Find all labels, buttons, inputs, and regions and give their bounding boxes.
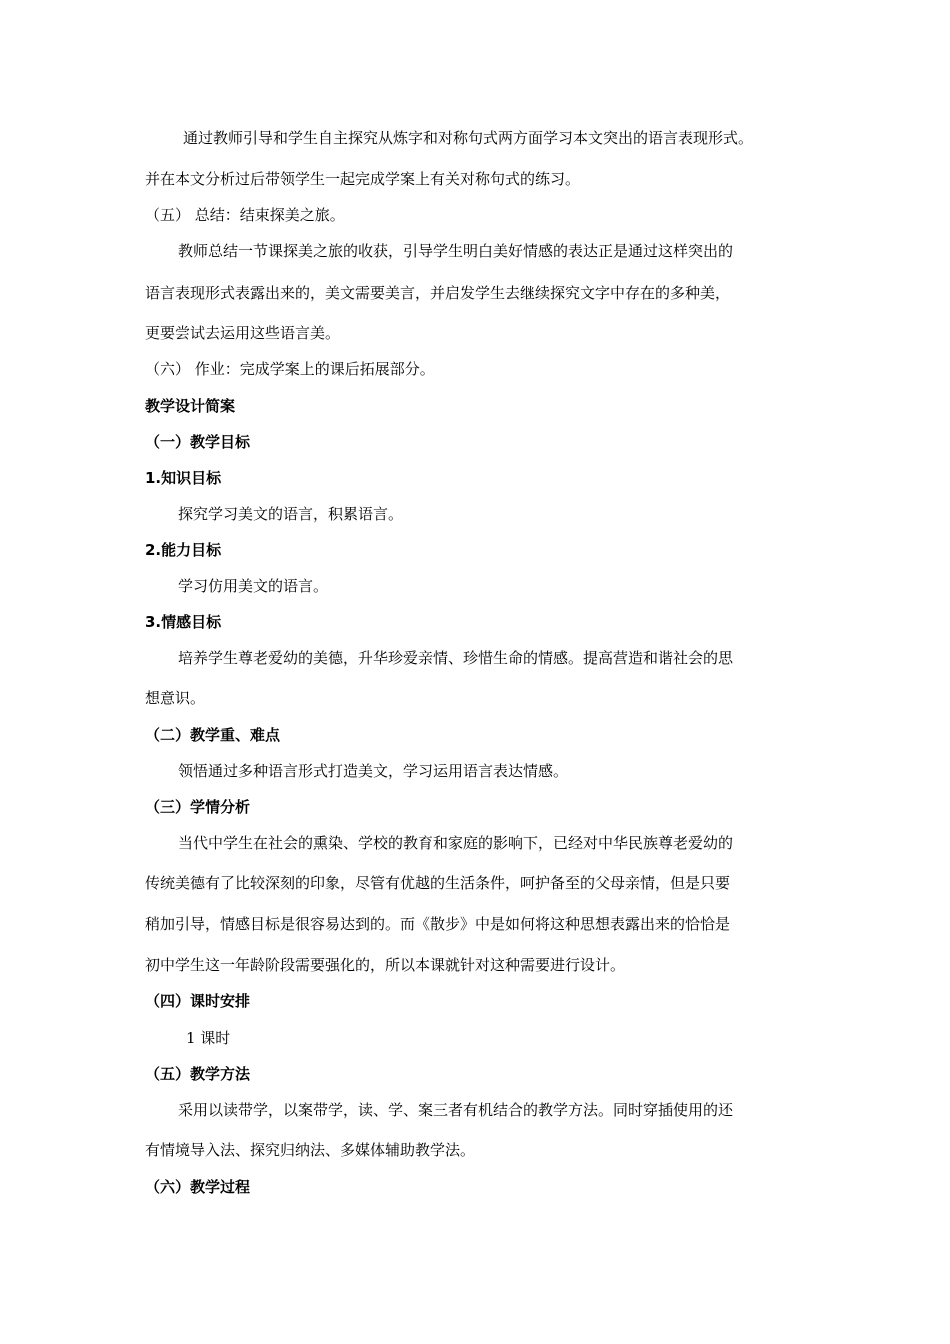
paragraph-line: 传统美德有了比较深刻的印象，尽管有优越的生活条件，呵护备至的父母亲情，但是只要 <box>145 874 731 892</box>
paragraph-line: 培养学生尊老爱幼的美德，升华珍爱亲情、珍惜生命的情感。提高营造和谐社会的思 <box>178 649 734 667</box>
paragraph-line: 并在本文分析过后带领学生一起完成学案上有关对称句式的练习。 <box>145 170 581 188</box>
section-heading: （六） 作业：完成学案上的课后拓展部分。 <box>145 360 435 378</box>
subsection-heading: 3.情感目标 <box>145 613 222 631</box>
section-heading: （四）课时安排 <box>145 992 251 1010</box>
paragraph-line: 语言表现形式表露出来的，美文需要美言，并启发学生去继续探究文字中存在的多种美， <box>145 284 731 302</box>
paragraph-line: 想意识。 <box>145 689 206 707</box>
paragraph-line: 初中学生这一年龄阶段需要强化的，所以本课就针对这种需要进行设计。 <box>145 956 626 974</box>
section-heading: （六）教学过程 <box>145 1178 251 1196</box>
paragraph-line: 有情境导入法、探究归纳法、多媒体辅助教学法。 <box>145 1141 476 1159</box>
section-heading: （二）教学重、难点 <box>145 726 281 744</box>
paragraph-line: 通过教师引导和学生自主探究从炼字和对称句式两方面学习本文突出的语言表现形式。 <box>183 129 754 147</box>
paragraph-line: 探究学习美文的语言，积累语言。 <box>178 505 404 523</box>
document-title: 教学设计简案 <box>145 397 236 415</box>
section-heading: （五）教学方法 <box>145 1065 251 1083</box>
section-heading: （一）教学目标 <box>145 433 251 451</box>
section-heading: （五） 总结：结束探美之旅。 <box>145 206 345 224</box>
paragraph-line: 学习仿用美文的语言。 <box>178 577 329 595</box>
paragraph-line: 采用以读带学，以案带学，读、学、案三者有机结合的教学方法。同时穿插使用的还 <box>178 1101 734 1119</box>
paragraph-line: 1 课时 <box>186 1029 231 1047</box>
paragraph-line: 稍加引导，情感目标是很容易达到的。而《散步》中是如何将这种思想表露出来的恰恰是 <box>145 915 731 933</box>
subsection-heading: 1.知识目标 <box>145 469 222 487</box>
paragraph-line: 当代中学生在社会的熏染、学校的教育和家庭的影响下，已经对中华民族尊老爱幼的 <box>178 834 734 852</box>
paragraph-line: 教师总结一节课探美之旅的收获，引导学生明白美好情感的表达正是通过这样突出的 <box>178 242 734 260</box>
subsection-heading: 2.能力目标 <box>145 541 222 559</box>
paragraph-line: 领悟通过多种语言形式打造美文，学习运用语言表达情感。 <box>178 762 569 780</box>
section-heading: （三）学情分析 <box>145 798 251 816</box>
paragraph-line: 更要尝试去运用这些语言美。 <box>145 324 341 342</box>
